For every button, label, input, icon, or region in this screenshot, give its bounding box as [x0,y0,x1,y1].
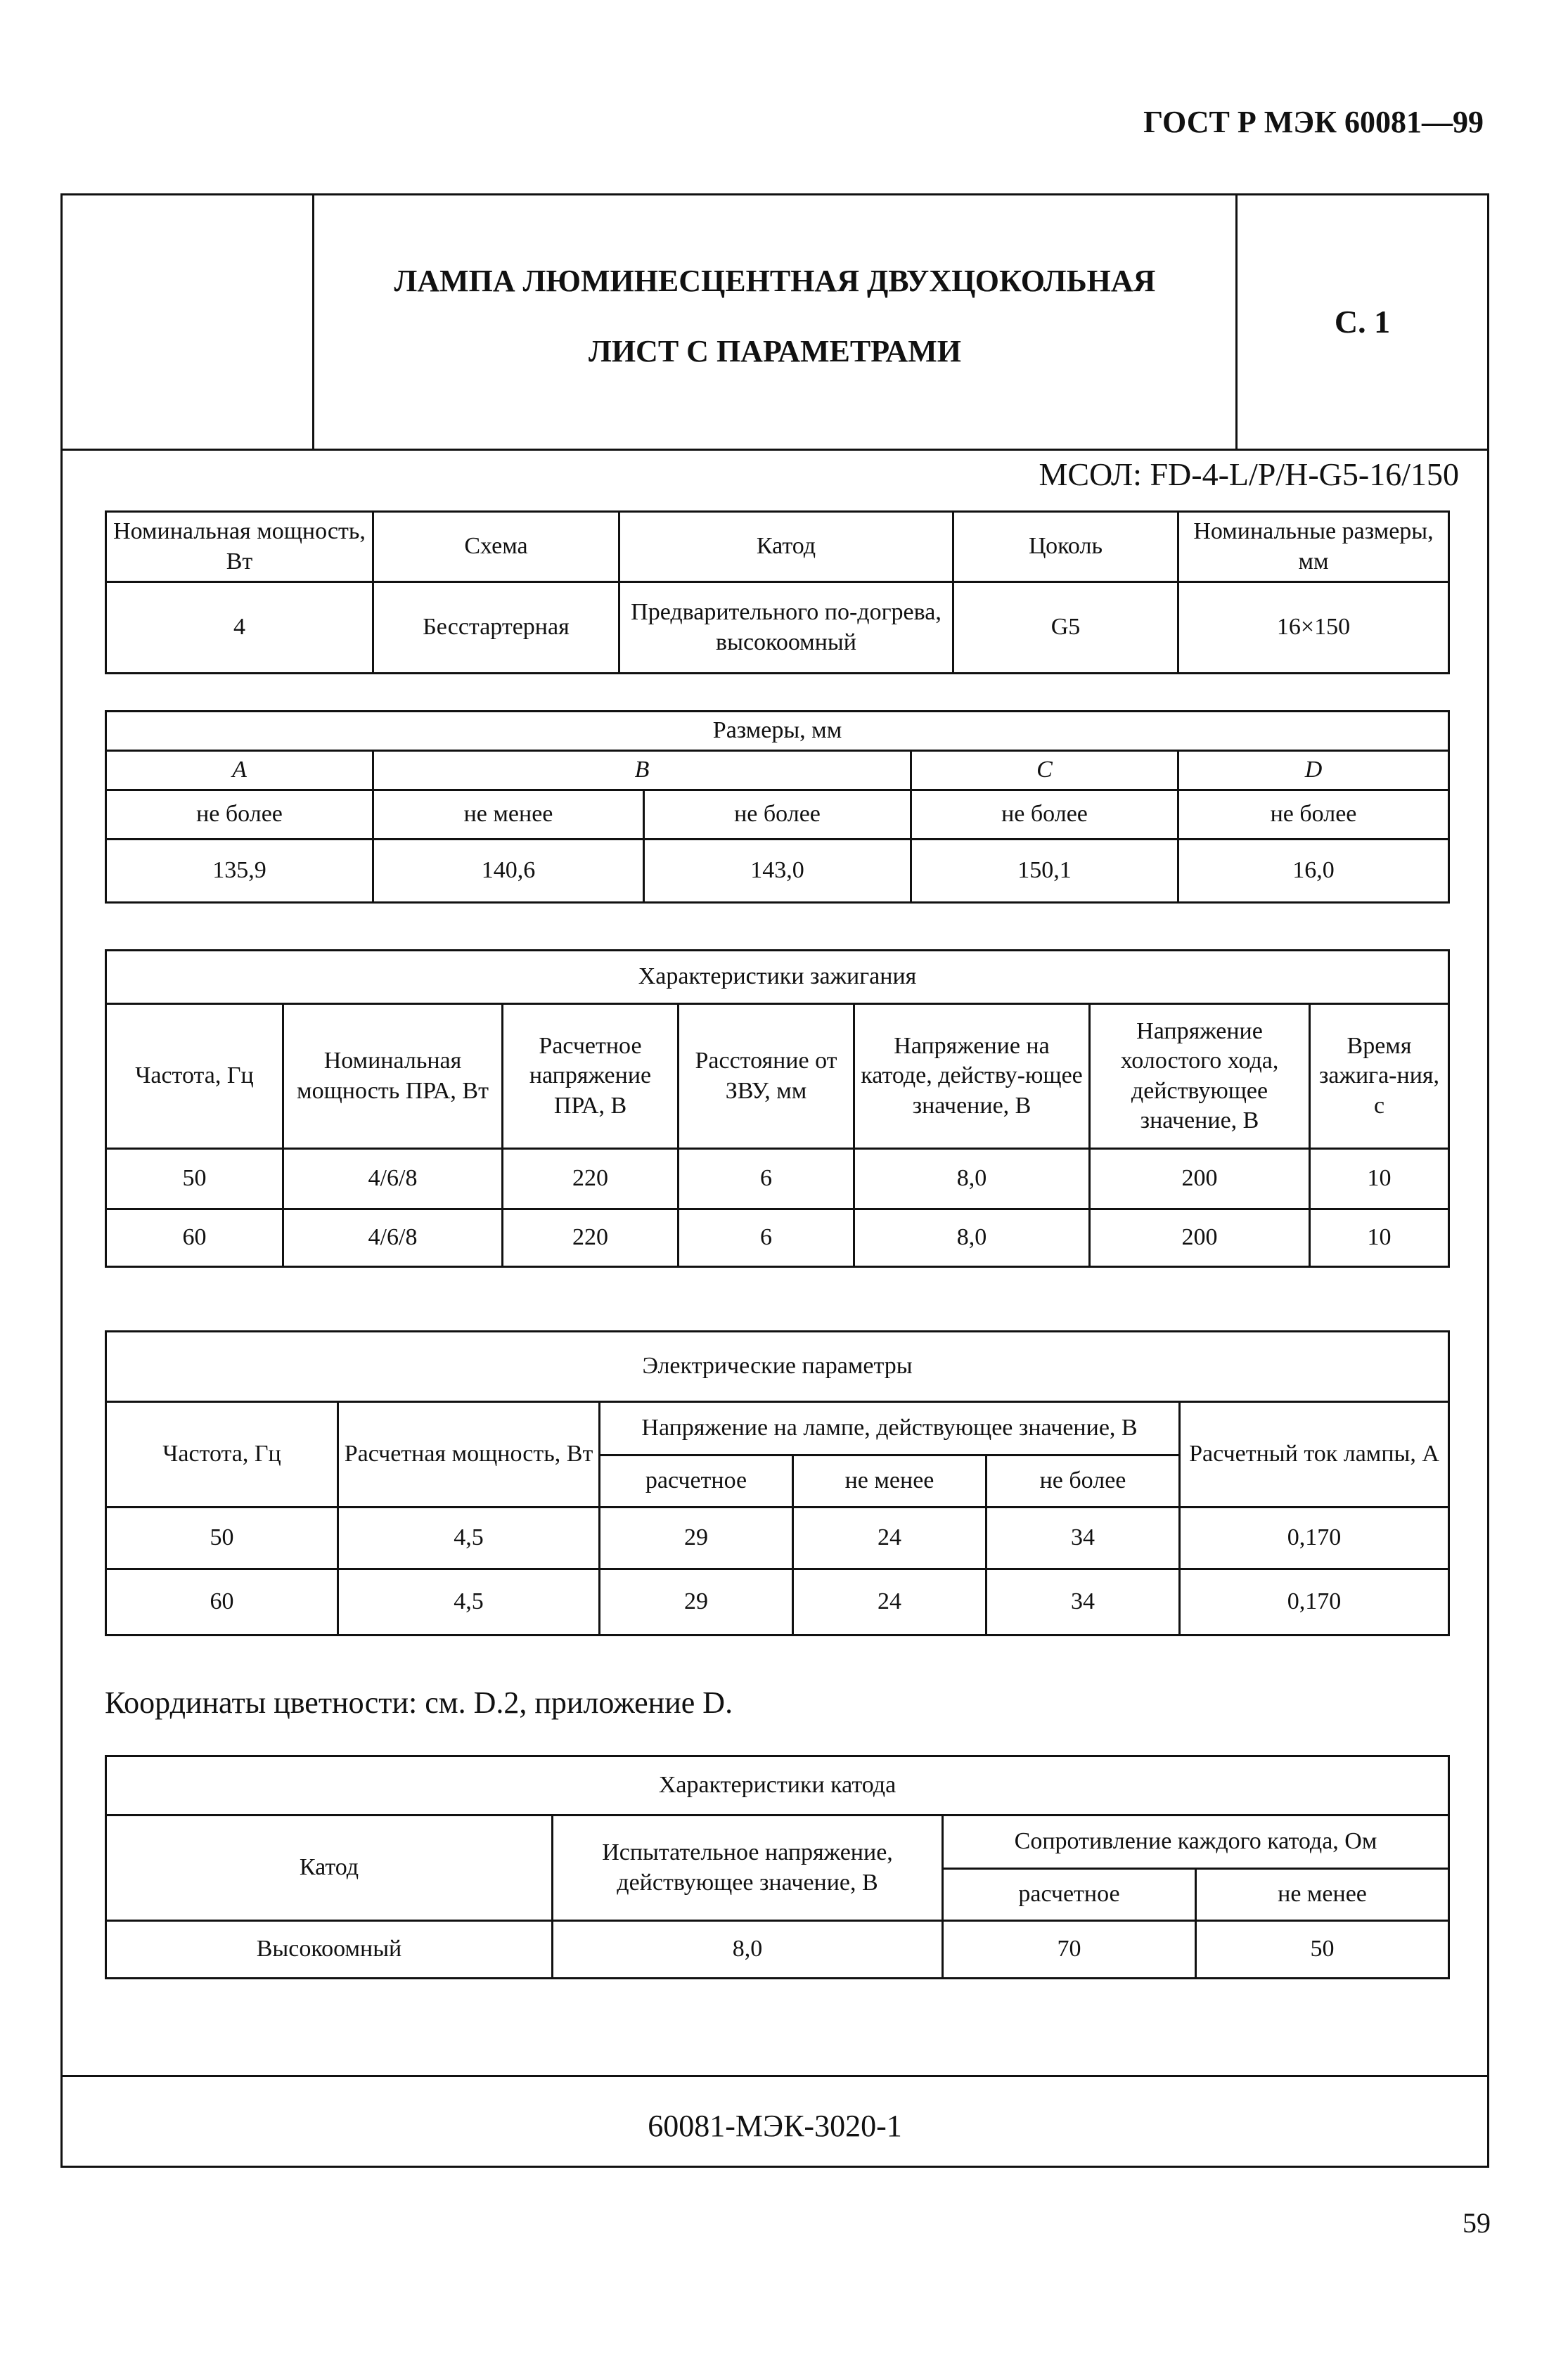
table-cell: 4,5 [338,1569,600,1635]
header-cell: Номинальная мощность ПРА, Вт [283,1004,503,1149]
sheet-frame [60,193,1489,2168]
table-cell: 220 [503,1209,679,1267]
table-cell: 220 [503,1149,679,1209]
header-cell: Частота, Гц [106,1004,283,1149]
table-cell: 50 [106,1508,338,1569]
table-cell: 29 [600,1508,793,1569]
table-cell: 8,0 [553,1921,943,1979]
subheader-cell: не менее [793,1455,987,1508]
header-cell: Катод [106,1815,553,1921]
table-row [106,840,1449,903]
header-cell: Напряжение на лампе, действующее значение, В [600,1402,1180,1455]
table-header-row [106,512,1449,582]
header-cell: Сопротивление каждого катода, Ом [943,1815,1449,1869]
header-cell: Напряжение на катоде, действу-ющее значение, В [854,1004,1090,1149]
table-title: Размеры, мм [106,712,1449,751]
chromaticity-note: Координаты цветности: см. D.2, приложение D. [105,1685,733,1720]
table-cell: 50 [1196,1921,1449,1979]
table-cell: 8,0 [854,1209,1090,1267]
header-cell: Расчетная мощность, Вт [338,1402,600,1508]
dimension-letter: D [1178,751,1449,790]
table-cell: 143,0 [644,840,911,903]
header-cell: Расстояние от ЗВУ, мм [679,1004,854,1149]
table-cell: 29 [600,1569,793,1635]
table-cell: 16,0 [1178,840,1449,903]
table-cell: 60 [106,1209,283,1267]
limit-cell: не более [911,790,1178,840]
footer-divider [63,2075,1487,2077]
table-cell: 135,9 [106,840,373,903]
table-title: Характеристики зажигания [106,951,1449,1004]
dimensions-table [105,710,1450,904]
subheader-cell: не менее [1196,1869,1449,1921]
table-cell: Бесстартерная [373,582,619,674]
limit-cell: не более [1178,790,1449,840]
sheet-code: 60081-МЭК-3020-1 [648,2109,902,2143]
table-cell: 8,0 [854,1149,1090,1209]
header-cell: Схема [373,512,619,582]
table-header-row [106,1402,1449,1455]
header-cell: Время зажига-ния, с [1310,1004,1449,1149]
dimension-letter: A [106,751,373,790]
limit-cell: не более [644,790,911,840]
table-cell: Предварительного по-догрева, высокоомный [619,582,953,674]
table-cell: 24 [793,1569,987,1635]
subheader-cell: расчетное [943,1869,1196,1921]
header-cell: Номинальные размеры, мм [1178,512,1449,582]
table-cell: 6 [679,1149,854,1209]
table-cell: 4 [106,582,373,674]
table-header-row [106,1004,1449,1149]
table-cell: 140,6 [373,840,644,903]
table-row [106,1508,1449,1569]
table-cell: 50 [106,1149,283,1209]
page-number: 59 [1463,2207,1491,2239]
table-row [106,1149,1449,1209]
general-table [105,510,1450,674]
dimension-letter: B [373,751,911,790]
table-cell: 4/6/8 [283,1209,503,1267]
table-cell: 0,170 [1180,1508,1449,1569]
table-title: Электрические параметры [106,1332,1449,1402]
table-title: Характеристики катода [106,1756,1449,1815]
dimension-letter: C [911,751,1178,790]
table-cell: G5 [953,582,1178,674]
table-cell: 4,5 [338,1508,600,1569]
table-cell: 10 [1310,1149,1449,1209]
dimension-letter-row [106,751,1449,790]
table-row [106,1921,1449,1979]
table-cell: 4/6/8 [283,1149,503,1209]
sheet-reference: С. 1 [1334,304,1391,340]
table-cell: 0,170 [1180,1569,1449,1635]
electrical-table [105,1330,1450,1636]
header-cell: Цоколь [953,512,1178,582]
header-cell: Частота, Гц [106,1402,338,1508]
table-cell: 24 [793,1508,987,1569]
table-cell: 70 [943,1921,1196,1979]
header-cell: Катод [619,512,953,582]
table-cell: 34 [987,1569,1180,1635]
table-cell: 6 [679,1209,854,1267]
sheet-subtitle: ЛИСТ С ПАРАМЕТРАМИ [589,334,961,368]
sheet-title: ЛАМПА ЛЮМИНЕСЦЕНТНАЯ ДВУХЦОКОЛЬНАЯ [394,264,1156,298]
lamp-designation: МСОЛ: FD-4-L/P/H-G5-16/150 [1039,456,1459,492]
ignition-table [105,949,1450,1268]
table-cell: 16×150 [1178,582,1449,674]
title-center-cell [314,195,1238,449]
subheader-cell: расчетное [600,1455,793,1508]
table-row [106,1209,1449,1267]
table-cell: Высокоомный [106,1921,553,1979]
table-row [106,582,1449,674]
header-cell: Напряжение холостого хода, действующее значение, В [1090,1004,1310,1149]
header-cell: Испытательное напряжение, действующее значение, В [553,1815,943,1921]
table-cell: 150,1 [911,840,1178,903]
table-header-row [106,1815,1449,1869]
subheader-cell: не более [987,1455,1180,1508]
limit-cell: не более [106,790,373,840]
dimension-limit-row [106,790,1449,840]
table-cell: 60 [106,1569,338,1635]
header-cell: Расчетное напряжение ПРА, В [503,1004,679,1149]
limit-cell: не менее [373,790,644,840]
table-row [106,1569,1449,1635]
header-cell: Номинальная мощность, Вт [106,512,373,582]
table-cell: 200 [1090,1149,1310,1209]
table-cell: 10 [1310,1209,1449,1267]
header-cell: Расчетный ток лампы, А [1180,1402,1449,1508]
table-cell: 34 [987,1508,1180,1569]
title-block [63,195,1487,451]
table-cell: 200 [1090,1209,1310,1267]
cathode-table [105,1755,1450,1979]
standard-code: ГОСТ Р МЭК 60081—99 [1143,105,1484,139]
title-blank-cell [63,195,314,449]
